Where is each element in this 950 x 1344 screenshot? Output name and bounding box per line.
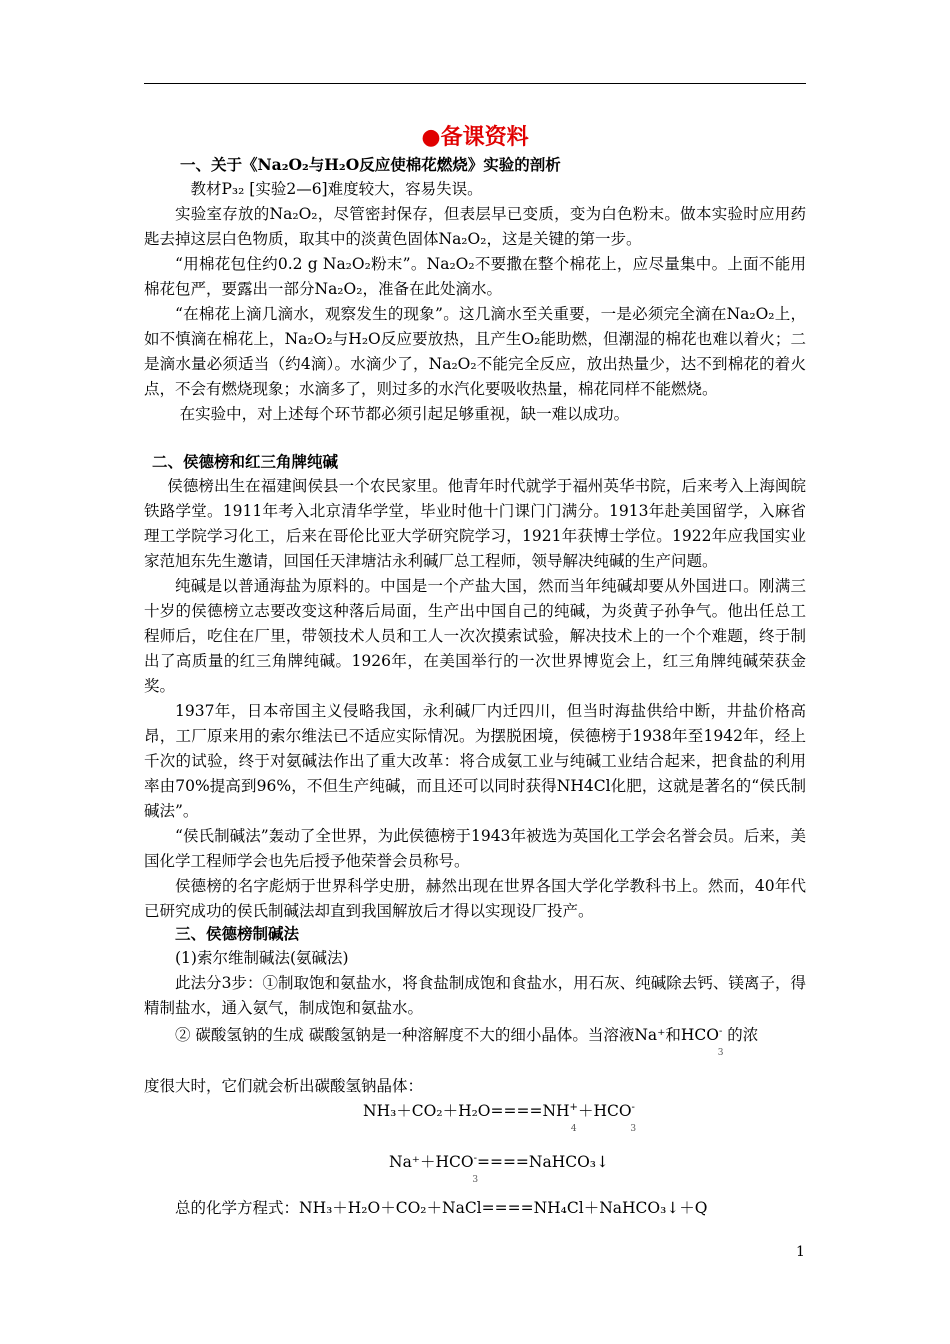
section-3-heading: 三、侯德榜制碱法 — [175, 924, 300, 943]
section-2-para-5: 侯德榜的名字彪炳于世界科学史册，赫然出现在世界各国大学化学教科书上。然而，40年代已研究成功的侯氏制碱法却直到我国解放后才得以实现设厂投产。 — [144, 877, 806, 920]
section-1-heading: 一、关于《Na₂O₂与H₂O反应使棉花燃烧》实验的剖析 — [180, 155, 561, 174]
para-2-end: 的浓 — [727, 1026, 759, 1044]
section-3-para-3: 度很大时，它们就会析出碳酸氢钠晶体： — [144, 1077, 424, 1095]
para-2-text: ② 碳酸氢钠的生成 碳酸氢钠是一种溶解度不大的细小晶体。当溶液Na⁺和HCO — [175, 1026, 719, 1044]
equation-1-rhs: ＋HCO — [577, 1102, 632, 1120]
hco3-charge: - 3 — [717, 1025, 724, 1058]
equation-1 — [363, 1099, 637, 1134]
section-1-para-5: 在实验中，对上述每个环节都必须引起足够重视，缺一难以成功。 — [179, 405, 630, 423]
section-1-para-3: “用棉花包住约0.2 g Na₂O₂粉末”。Na₂O₂不要撒在整个棉花上，应尽量集中。上面不能用棉花包严，要露出一部分Na₂O₂，准备在此处滴水。 — [144, 255, 806, 298]
hco3-charge-2: - 3 — [472, 1152, 479, 1185]
section-2-para-3: 1937年，日本帝国主义侵略我国，永利碱厂内迁四川，但当时海盐供给中断，井盐价格高昂，工厂原来用的索尔维法已不适应实际情况。为摆脱困境，侯德榜于1938年至1942年，经上千次的试验，终于对氨碱法作出了重大改革：将合成氨工业与纯碱工业结合起来，把食盐的利用率由70%提高到96%，不但生产纯碱，而且还可以同时获得NH4Cl化肥，这就是著名的“侯氏制碱法”。 — [144, 702, 806, 820]
equation-2 — [389, 1150, 610, 1185]
section-2 — [144, 449, 806, 924]
section-3-para-1: 此法分3步：①制取饱和氨盐水，将食盐制成饱和食盐水，用石灰、纯碱除去钙、镁离子，得精制盐水，通入氨气，制成饱和氨盐水。 — [144, 974, 806, 1017]
section-3-subheading: (1)索尔维制碱法(氨碱法) — [175, 949, 349, 967]
total-equation: 总的化学方程式：NH₃＋H₂O＋CO₂＋NaCl====NH₄Cl＋NaHCO₃↓＋Q — [175, 1199, 708, 1217]
section-1-para-2: 实验室存放的Na₂O₂，尽管密封保存，但表层早已变质，变为白色粉末。做本实验时应用药匙去掉这层白色物质，取其中的淡黄色固体Na₂O₂，这是关键的第一步。 — [144, 205, 806, 248]
section-2-para-1: 侯德榜出生在福建闽侯县一个农民家里。他青年时代就学于福州英华书院，后来考入上海闽皖铁路学堂。1911年考入北京清华学堂，毕业时他十门课门门满分。1913年赴美国留学，入麻省理工学院学习化工，后来在哥伦比亚大学研究院学习，1921年获博士学位。1922年应我国实业家范旭东先生邀请，回国任天津塘沽永利碱厂总工程师，领导解决纯碱的生产问题。 — [144, 477, 806, 570]
equation-2-lhs: Na⁺＋HCO — [389, 1153, 474, 1171]
section-1-para-4: “在棉花上滴几滴水，观察发生的现象”。这几滴水至关重要，一是必须完全滴在Na₂O₂上，如不慎滴在棉花上，Na₂O₂与H₂O反应要放热，且产生O₂能助燃，但潮湿的棉花也难以着火；二是滴水量必须适当（约4滴）。水滴少了，Na₂O₂不能完全反应，放出热量少，达不到棉花的着火点，不会有燃烧现象；水滴多了，则过多的水汽化要吸收热量，棉花同样不能燃烧。 — [144, 305, 806, 398]
equation-2-rhs: ====NaHCO₃↓ — [476, 1153, 610, 1171]
section-2-para-2: 纯碱是以普通海盐为原料的。中国是一个产盐大国，然而当年纯碱却要从外国进口。刚满三十岁的侯德榜立志要改变这种落后局面，生产出中国自己的纯碱，为炎黄子孙争气。他出任总工程师后，吃住在厂里，带领技术人员和工人一次次摸索试验，解决技术上的一个个难题，终于制出了高质量的红三角牌纯碱。1926年，在美国举行的一次世界博览会上，红三角牌纯碱荣获金奖。 — [144, 577, 806, 695]
section-3 — [144, 921, 806, 1021]
nh4-charge: + 4 — [569, 1101, 578, 1134]
section-3-para-2 — [175, 1023, 759, 1058]
section-1-para-1: 教材P₃₂ [实验2—6]难度较大，容易失误。 — [190, 180, 483, 198]
header-rule — [144, 83, 806, 84]
page-number: 1 — [796, 1244, 805, 1260]
page-title: ●备课资料 — [421, 124, 529, 150]
section-2-para-4: “侯氏制碱法”轰动了全世界，为此侯德榜于1943年被选为英国化工学会名誉会员。后来，美国化学工程师学会也先后授予他荣誉会员称号。 — [144, 827, 806, 870]
section-1 — [144, 152, 806, 427]
equation-1-lhs: NH₃＋CO₂＋H₂O====NH — [363, 1102, 570, 1120]
hco3-charge-1: - 3 — [630, 1101, 637, 1134]
section-2-heading: 二、侯德榜和红三角牌纯碱 — [152, 452, 339, 471]
